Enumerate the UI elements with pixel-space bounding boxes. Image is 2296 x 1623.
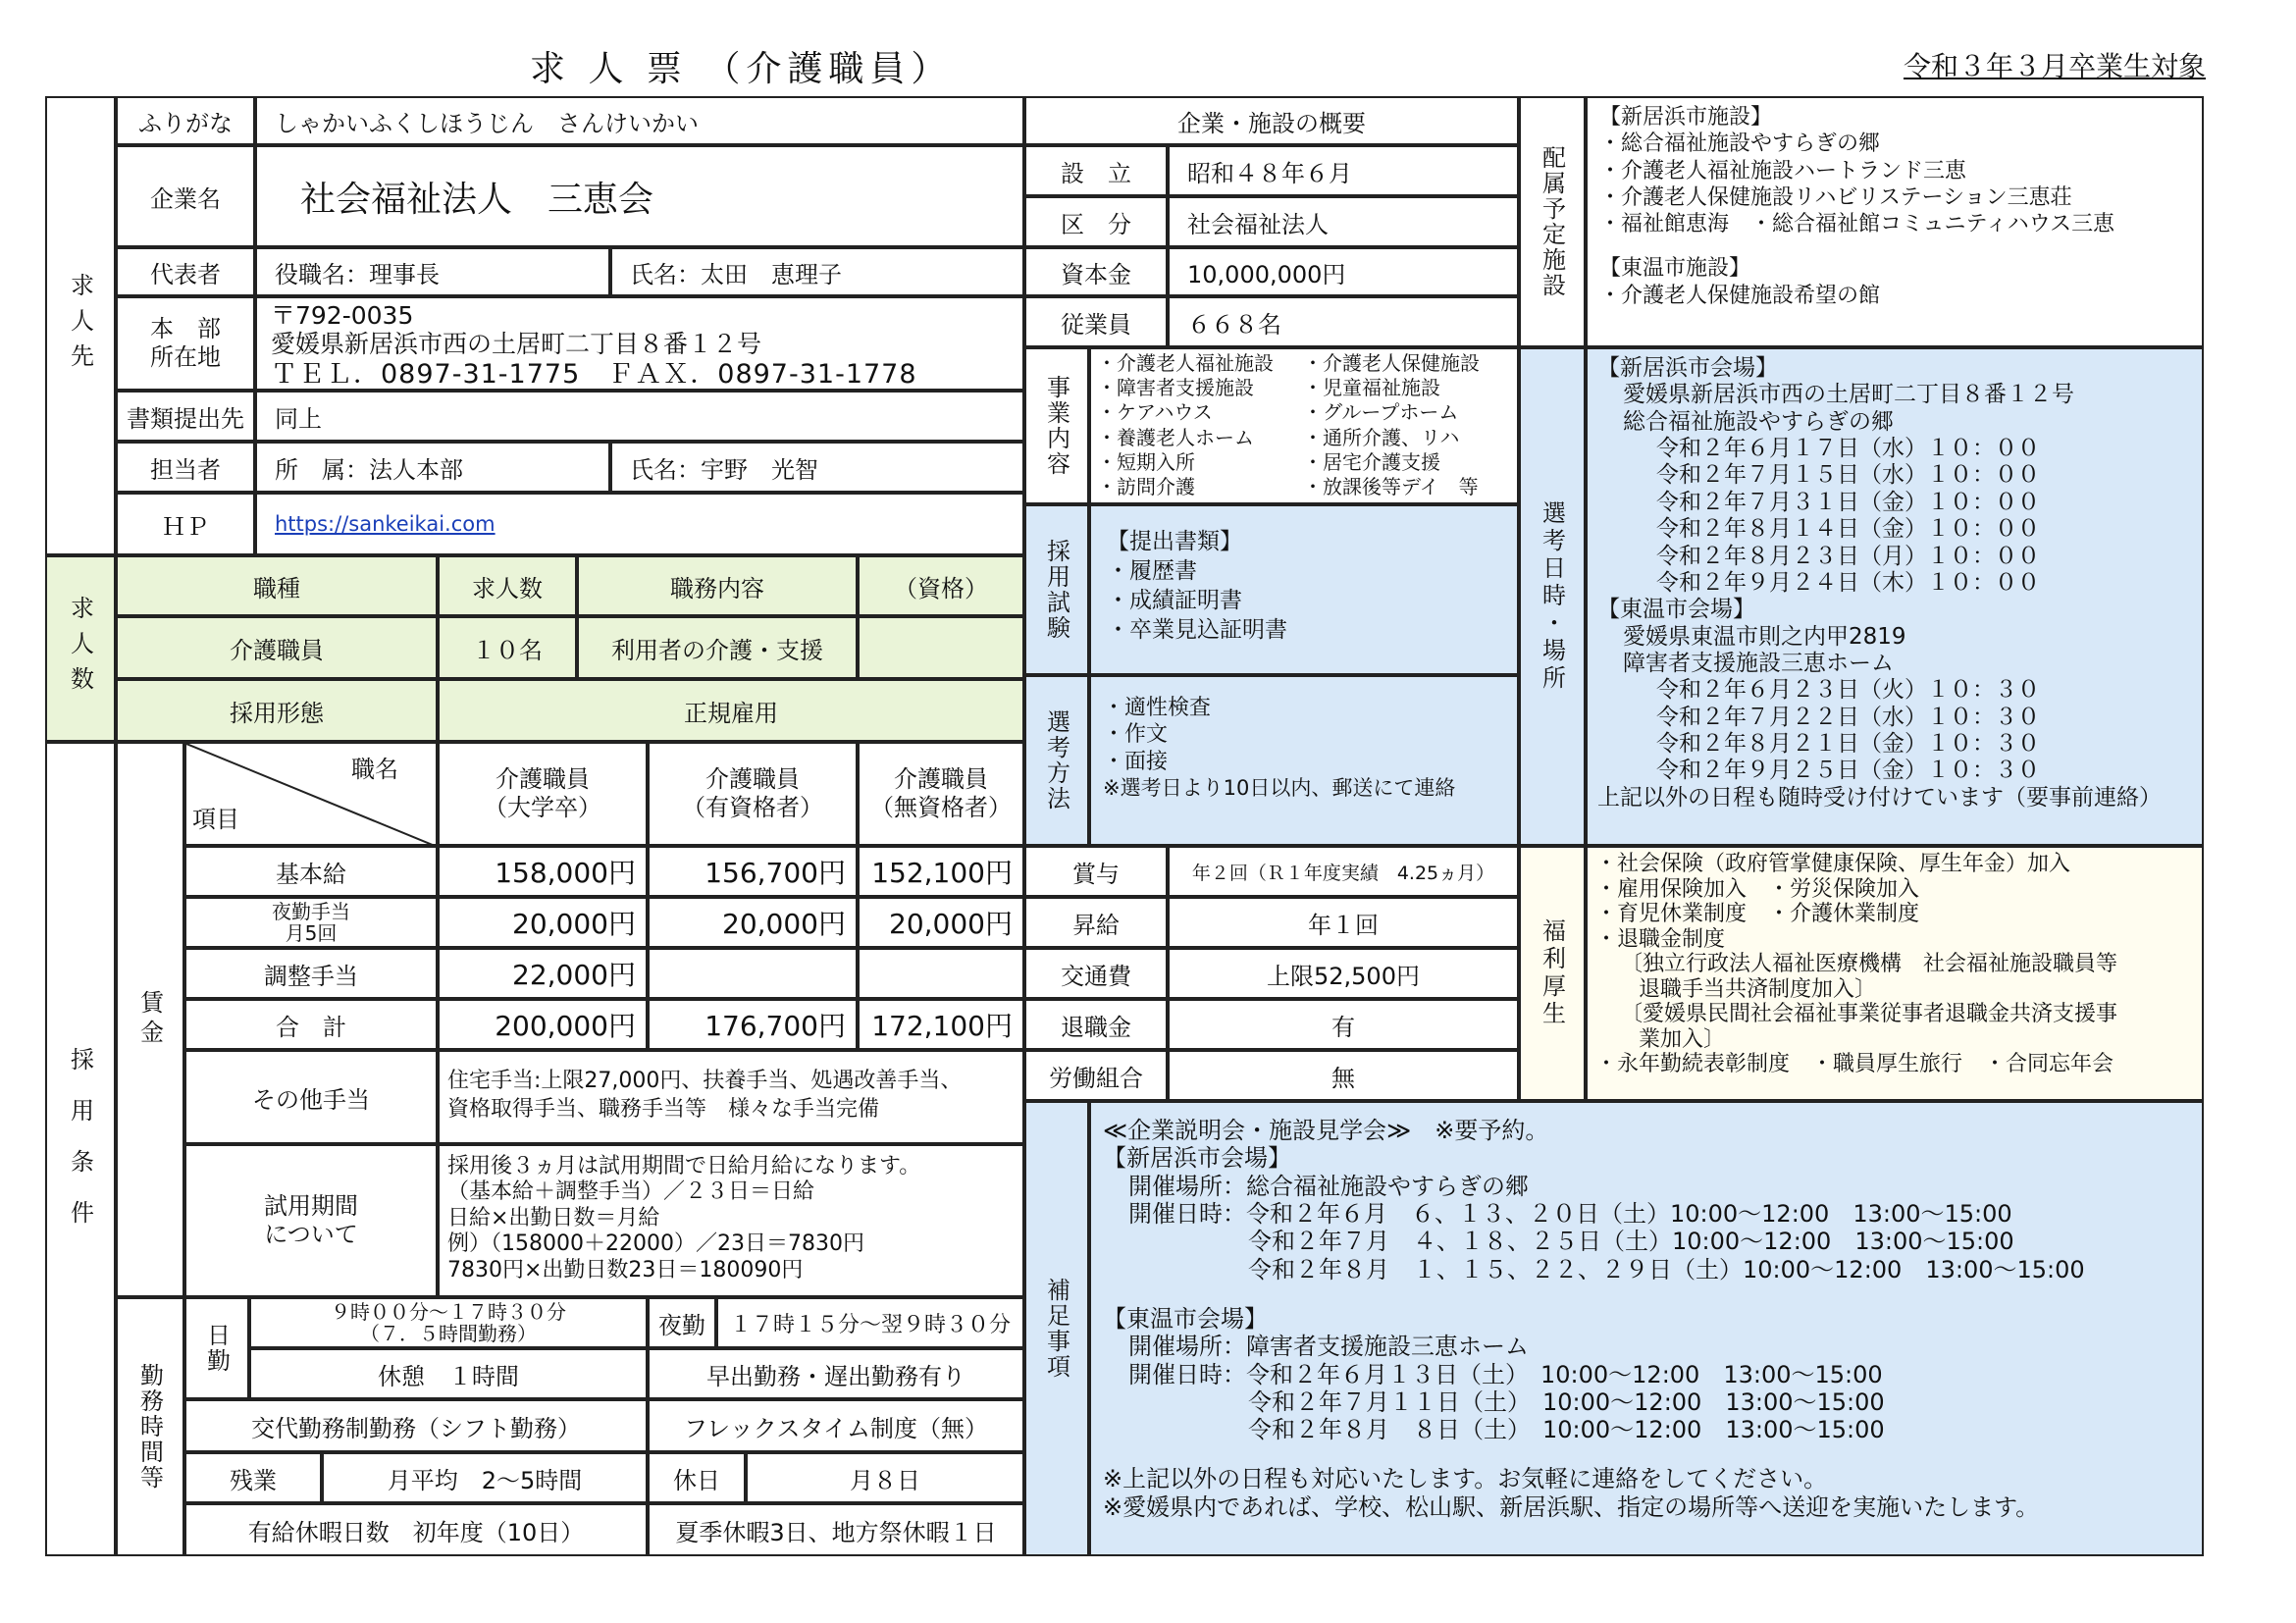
exam-line: ・卒業見込証明書 <box>1107 616 1287 643</box>
openings-count-header: 求人数 <box>438 555 577 616</box>
welfare-details <box>1586 846 2204 1101</box>
schedule-date: 令和２年９月２５日（金）１０：３０ <box>1656 758 2040 784</box>
flex-time: フレックスタイム制度（無） <box>648 1399 1024 1452</box>
wage-cell <box>648 948 858 999</box>
wage-cell: 152,100円 <box>858 846 1024 897</box>
exam-documents <box>1089 504 1519 675</box>
work-hours-label: 勤務時間等 <box>116 1297 184 1556</box>
assignment-line: ・介護老人福祉施設ハートランド三恵 <box>1599 158 1967 183</box>
business-list-right <box>1303 351 1480 500</box>
welfare-line: ・育児休業制度 ・介護休業制度 <box>1595 902 1920 927</box>
business-item: ・ケアハウス <box>1097 400 1213 425</box>
notes-line: 開催場所：障害者支援施設三恵ホーム <box>1128 1333 1529 1361</box>
openings-count-value: １０名 <box>438 616 577 679</box>
welfare-line: 業加入〕 <box>1639 1026 1726 1052</box>
col-univ-grad: 介護職員 （大学卒） <box>438 742 648 846</box>
corner-job-title: 職名 <box>351 756 398 783</box>
duties-value: 利用者の介護・支援 <box>577 616 858 679</box>
method-line: ※選考日より10日以内、郵送にて連絡 <box>1103 775 1456 800</box>
notes-line: 【新居浜市会場】 <box>1103 1144 1291 1173</box>
wage-row-label: 夜勤手当 月5回 <box>184 897 438 948</box>
furigana-value: しゃかいふくしほうじん さんけいかい <box>255 96 1024 145</box>
wage-table-corner <box>184 742 438 846</box>
method-line: ・面接 <box>1103 749 1169 774</box>
early-late-shifts: 早出勤務・遅出勤務有り <box>648 1348 1024 1399</box>
paid-leave: 有給休暇日数 初年度（10日） <box>184 1503 648 1556</box>
documents-destination-value: 同上 <box>255 391 1024 442</box>
overtime-label: 残業 <box>184 1452 322 1503</box>
night-shift-label: 夜勤 <box>648 1297 716 1348</box>
furigana-label: ふりがな <box>116 96 255 145</box>
break-time: 休憩 １時間 <box>249 1348 648 1399</box>
schedule-date: 令和２年９月２４日（木）１０：００ <box>1656 569 2040 596</box>
schedule-date: 令和２年６月１７日（水）１０：００ <box>1656 436 2040 462</box>
notes-line: 令和２年７月１１日（土） 10:00～12:00 13:00～15:00 <box>1248 1387 1885 1416</box>
bonus-value: 年２回（Ｒ１年度実績 4.25ヵ月） <box>1168 846 1519 897</box>
homepage-link[interactable]: https://sankeikai.com <box>275 512 496 536</box>
col-unqualified: 介護職員 （無資格者） <box>858 742 1024 846</box>
notes-line: 令和２年８月 １、１５、２２、２９日（土）10:00～12:00 13:00～15:00 <box>1248 1255 2085 1283</box>
assignment-line: 【新居浜市施設】 <box>1599 105 1773 130</box>
page-title: 求 人 票 （介護職員） <box>530 49 953 89</box>
qualification-header: （資格） <box>858 555 1024 616</box>
corner-item: 項目 <box>192 806 239 833</box>
schedule-date: 令和２年７月１５日（水）１０：００ <box>1656 462 2040 489</box>
welfare-label: 福利厚生 <box>1519 846 1586 1101</box>
welfare-line: 〔愛媛県民間社会福祉事業従事者退職金共済支援事 <box>1621 1002 2118 1027</box>
capital-label: 資本金 <box>1024 247 1168 296</box>
assignment-line <box>1599 237 2190 255</box>
business-item: ・障害者支援施設 <box>1097 376 1254 400</box>
schedule-date: 令和２年８月２１日（金）１０：３０ <box>1656 731 2040 758</box>
trial-line: 日給×出勤日数＝月給 <box>447 1205 660 1230</box>
notes-line: ※上記以外の日程も対応いたします。お気軽に連絡をしてください。 <box>1103 1465 1828 1493</box>
welfare-line: ・退職金制度 <box>1595 926 1726 952</box>
wage-cell: 20,000円 <box>438 897 648 948</box>
wage-cell: 158,000円 <box>438 846 648 897</box>
wage-row-label: 基本給 <box>184 846 438 897</box>
schedule-line: 愛媛県新居浜市西の土居町二丁目８番１２号 <box>1623 382 2074 408</box>
business-item: ・通所介護、リハ <box>1303 425 1460 449</box>
wage-label: 賃金 <box>116 742 184 1297</box>
established-value: 昭和４８年６月 <box>1168 145 1519 196</box>
notes-line: 開催場所：総合福祉施設やすらぎの郷 <box>1128 1172 1529 1200</box>
notes-line <box>1103 1283 2190 1305</box>
job-type-header: 職種 <box>116 555 438 616</box>
schedule-details <box>1586 347 2204 846</box>
notes-line: 開催日時：令和２年６月 ６、１３、２０日（土）10:00～12:00 13:00～15:00 <box>1128 1199 2012 1228</box>
contact-person-label: 担当者 <box>116 442 255 493</box>
business-list-left <box>1097 351 1303 500</box>
business-item: ・グループホーム <box>1303 400 1459 425</box>
category-value: 社会福祉法人 <box>1168 196 1519 247</box>
night-shift-time: １７時１５分～翌９時３０分 <box>716 1297 1024 1348</box>
employment-form-label: 採用形態 <box>116 679 438 742</box>
retirement-label: 退職金 <box>1024 999 1168 1050</box>
trial-line: 7830円×出勤日数23日＝180090円 <box>447 1257 804 1283</box>
day-shift-time: ９時００分～１７時３０分 （７．５時間勤務） <box>249 1297 648 1348</box>
schedule-date: 令和２年７月３１日（金）１０：００ <box>1656 489 2040 515</box>
trial-period-details <box>438 1144 1024 1297</box>
business-item: ・児童福祉施設 <box>1303 376 1440 400</box>
wage-row-label: 調整手当 <box>184 948 438 999</box>
schedule-date: 令和２年７月２２日（水）１０：３０ <box>1656 704 2040 730</box>
holiday-label: 休日 <box>648 1452 746 1503</box>
other-allowances-label: その他手当 <box>184 1050 438 1144</box>
documents-destination-label: 書類提出先 <box>116 391 255 442</box>
company-name-label: 企業名 <box>116 145 255 247</box>
headquarters-address <box>255 296 1024 391</box>
col-qualified: 介護職員 （有資格者） <box>648 742 858 846</box>
method-label: 選考方法 <box>1024 675 1089 846</box>
union-value: 無 <box>1168 1050 1519 1101</box>
union-label: 労働組合 <box>1024 1050 1168 1101</box>
wage-row-label: 合 計 <box>184 999 438 1050</box>
notes-label: 補足事項 <box>1024 1101 1089 1556</box>
representative-title: 役職名：理事長 <box>255 247 610 296</box>
wage-cell: 20,000円 <box>648 897 858 948</box>
employment-form-value: 正規雇用 <box>438 679 1024 742</box>
schedule-line: 総合福祉施設やすらぎの郷 <box>1623 408 1894 435</box>
business-item: ・居宅介護支援 <box>1303 449 1440 474</box>
wage-cell: 156,700円 <box>648 846 858 897</box>
employees-value: ６６８名 <box>1168 296 1519 347</box>
trial-line: （基本給＋調整手当）／２３日＝日給 <box>447 1179 815 1205</box>
summer-festival-leave: 夏季休暇3日、地方祭休暇１日 <box>648 1503 1024 1556</box>
business-item: ・養護老人ホーム <box>1097 425 1254 449</box>
welfare-line: 退職手当共済制度加入〕 <box>1639 976 1877 1002</box>
trial-period-label: 試用期間 について <box>184 1144 438 1297</box>
homepage-label: ＨＰ <box>116 493 255 555</box>
notes-details <box>1089 1101 2204 1556</box>
notes-line <box>1103 1443 2190 1465</box>
wage-cell: 200,000円 <box>438 999 648 1050</box>
job-type-value: 介護職員 <box>116 616 438 679</box>
transport-value: 上限52,500円 <box>1168 948 1519 999</box>
overtime-value: 月平均 2～5時間 <box>322 1452 648 1503</box>
business-item: ・短期入所 <box>1097 449 1195 474</box>
notes-line: ※愛媛県内であれば、学校、松山駅、新居浜駅、指定の場所等へ送迎を実施いたします。 <box>1103 1492 2040 1521</box>
hq-phone-fax: ＴＥＬ．0897-31-1775 ＦＡＸ．0897-31-1778 <box>271 358 917 390</box>
raise-value: 年１回 <box>1168 897 1519 948</box>
duties-header: 職務内容 <box>577 555 858 616</box>
homepage-cell <box>255 493 1024 555</box>
representative-name: 氏名：太田 恵理子 <box>610 247 1024 296</box>
wage-cell: 20,000円 <box>858 897 1024 948</box>
assignment-line: ・福祉館恵海 ・総合福祉館コミュニティハウス三恵 <box>1599 212 2115 237</box>
established-label: 設 立 <box>1024 145 1168 196</box>
contact-department: 所 属：法人本部 <box>255 442 610 493</box>
company-name: 社会福祉法人 三恵会 <box>255 145 1024 247</box>
wage-cell: 22,000円 <box>438 948 648 999</box>
contact-name: 氏名：宇野 光智 <box>610 442 1024 493</box>
wage-cell: 176,700円 <box>648 999 858 1050</box>
welfare-line: 〔独立行政法人福祉医療機構 社会福祉施設職員等 <box>1621 952 2118 977</box>
notes-line: 令和２年８月 ８日（土） 10:00～12:00 13:00～15:00 <box>1248 1416 1885 1444</box>
assignment-line: ・介護老人保健施設リハビリステーション三恵荘 <box>1599 184 2072 210</box>
trial-line: 採用後３ヵ月は試用期間で日給月給になります。 <box>447 1154 921 1178</box>
day-shift-label: 日勤 <box>184 1297 249 1399</box>
schedule-date: 令和２年８月１４日（金）１０：００ <box>1656 516 2040 543</box>
schedule-date: 令和２年６月２３日（火）１０：３０ <box>1656 677 2040 704</box>
assignment-line: ・総合福祉施設やすらぎの郷 <box>1599 131 1881 157</box>
schedule-line: 【東温市会場】 <box>1597 597 1755 623</box>
method-line: ・作文 <box>1103 722 1169 748</box>
wage-cell: 172,100円 <box>858 999 1024 1050</box>
shift-system: 交代勤務制勤務（シフト勤務） <box>184 1399 648 1452</box>
transport-label: 交通費 <box>1024 948 1168 999</box>
welfare-line: ・社会保険（政府管掌健康保険、厚生年金）加入 <box>1595 852 2071 876</box>
notes-line: 開催日時：令和２年６月１３日（土） 10:00～12:00 13:00～15:00 <box>1128 1360 1883 1388</box>
headquarters-label: 本 部 所在地 <box>116 296 255 391</box>
schedule-line: 【新居浜市会場】 <box>1597 355 1778 381</box>
business-item: ・介護老人福祉施設 <box>1097 351 1274 375</box>
holiday-value: 月８日 <box>746 1452 1024 1503</box>
exam-line: ・成績証明書 <box>1107 587 1242 613</box>
qualification-value <box>858 616 1024 679</box>
raise-label: 昇給 <box>1024 897 1168 948</box>
notes-line: 【東温市会場】 <box>1103 1304 1268 1333</box>
hq-address: 愛媛県新居浜市西の土居町二丁目８番１２号 <box>271 329 762 358</box>
business-item: ・放課後等デイ 等 <box>1303 474 1479 498</box>
welfare-line: ・永年勤続表彰制度 ・職員厚生旅行 ・合同忘年会 <box>1595 1052 2114 1077</box>
retirement-value: 有 <box>1168 999 1519 1050</box>
capital-value: 10,000,000円 <box>1168 247 1519 296</box>
job-offer-sheet <box>45 96 2204 1556</box>
schedule-line: 上記以外の日程も随時受け付けています（要事前連絡） <box>1597 784 2162 811</box>
method-line: ・適性検査 <box>1103 696 1212 720</box>
employees-label: 従業員 <box>1024 296 1168 347</box>
wage-cell <box>858 948 1024 999</box>
business-item: ・介護老人保健施設 <box>1303 351 1480 375</box>
other-allowances-value: 住宅手当:上限27,000円、扶養手当、処遇改善手当、 資格取得手当、職務手当等 様々な手当完備 <box>438 1050 1024 1144</box>
target-graduates: 令和３年３月卒業生対象 <box>1903 50 2206 82</box>
assignment-line: 【東温市施設】 <box>1599 256 1751 282</box>
openings-section-label: 求人数 <box>45 555 116 742</box>
exam-label: 採用試験 <box>1024 504 1089 675</box>
exam-line: ・履歴書 <box>1107 557 1197 584</box>
schedule-label: 選考日時・場所 <box>1519 347 1586 846</box>
trial-line: 例）（158000＋22000）／23日＝7830円 <box>447 1231 864 1257</box>
method-details <box>1089 675 1519 846</box>
schedule-date: 令和２年８月２３日（月）１０：００ <box>1656 543 2040 569</box>
hq-zip: 〒792-0035 <box>271 301 414 330</box>
notes-line: ≪企業説明会・施設見学会≫ ※要予約。 <box>1103 1117 1549 1144</box>
assignment-line: ・介護老人保健施設希望の館 <box>1599 283 1881 308</box>
welfare-line: ・雇用保険加入 ・労災保険加入 <box>1595 876 1920 902</box>
schedule-line: 愛媛県東温市則之内甲2819 <box>1623 623 1906 650</box>
category-label: 区 分 <box>1024 196 1168 247</box>
conditions-section-label: 採用条件 <box>45 742 116 1556</box>
schedule-line: 障害者支援施設三恵ホーム <box>1623 650 1894 676</box>
overview-header: 企業・施設の概要 <box>1024 96 1519 145</box>
business-label: 事業内容 <box>1024 347 1089 504</box>
business-item: ・訪問介護 <box>1097 474 1195 498</box>
assignment-label: 配属予定施設 <box>1519 96 1586 347</box>
representative-label: 代表者 <box>116 247 255 296</box>
business-list <box>1089 347 1519 504</box>
company-section-label: 求人先 <box>45 96 116 555</box>
bonus-label: 賞与 <box>1024 846 1168 897</box>
exam-line: 【提出書類】 <box>1107 529 1242 554</box>
assignment-facilities <box>1586 96 2204 347</box>
notes-line: 令和２年７月 ４、１８、２５日（土）10:00～12:00 13:00～15:00 <box>1248 1228 2014 1256</box>
